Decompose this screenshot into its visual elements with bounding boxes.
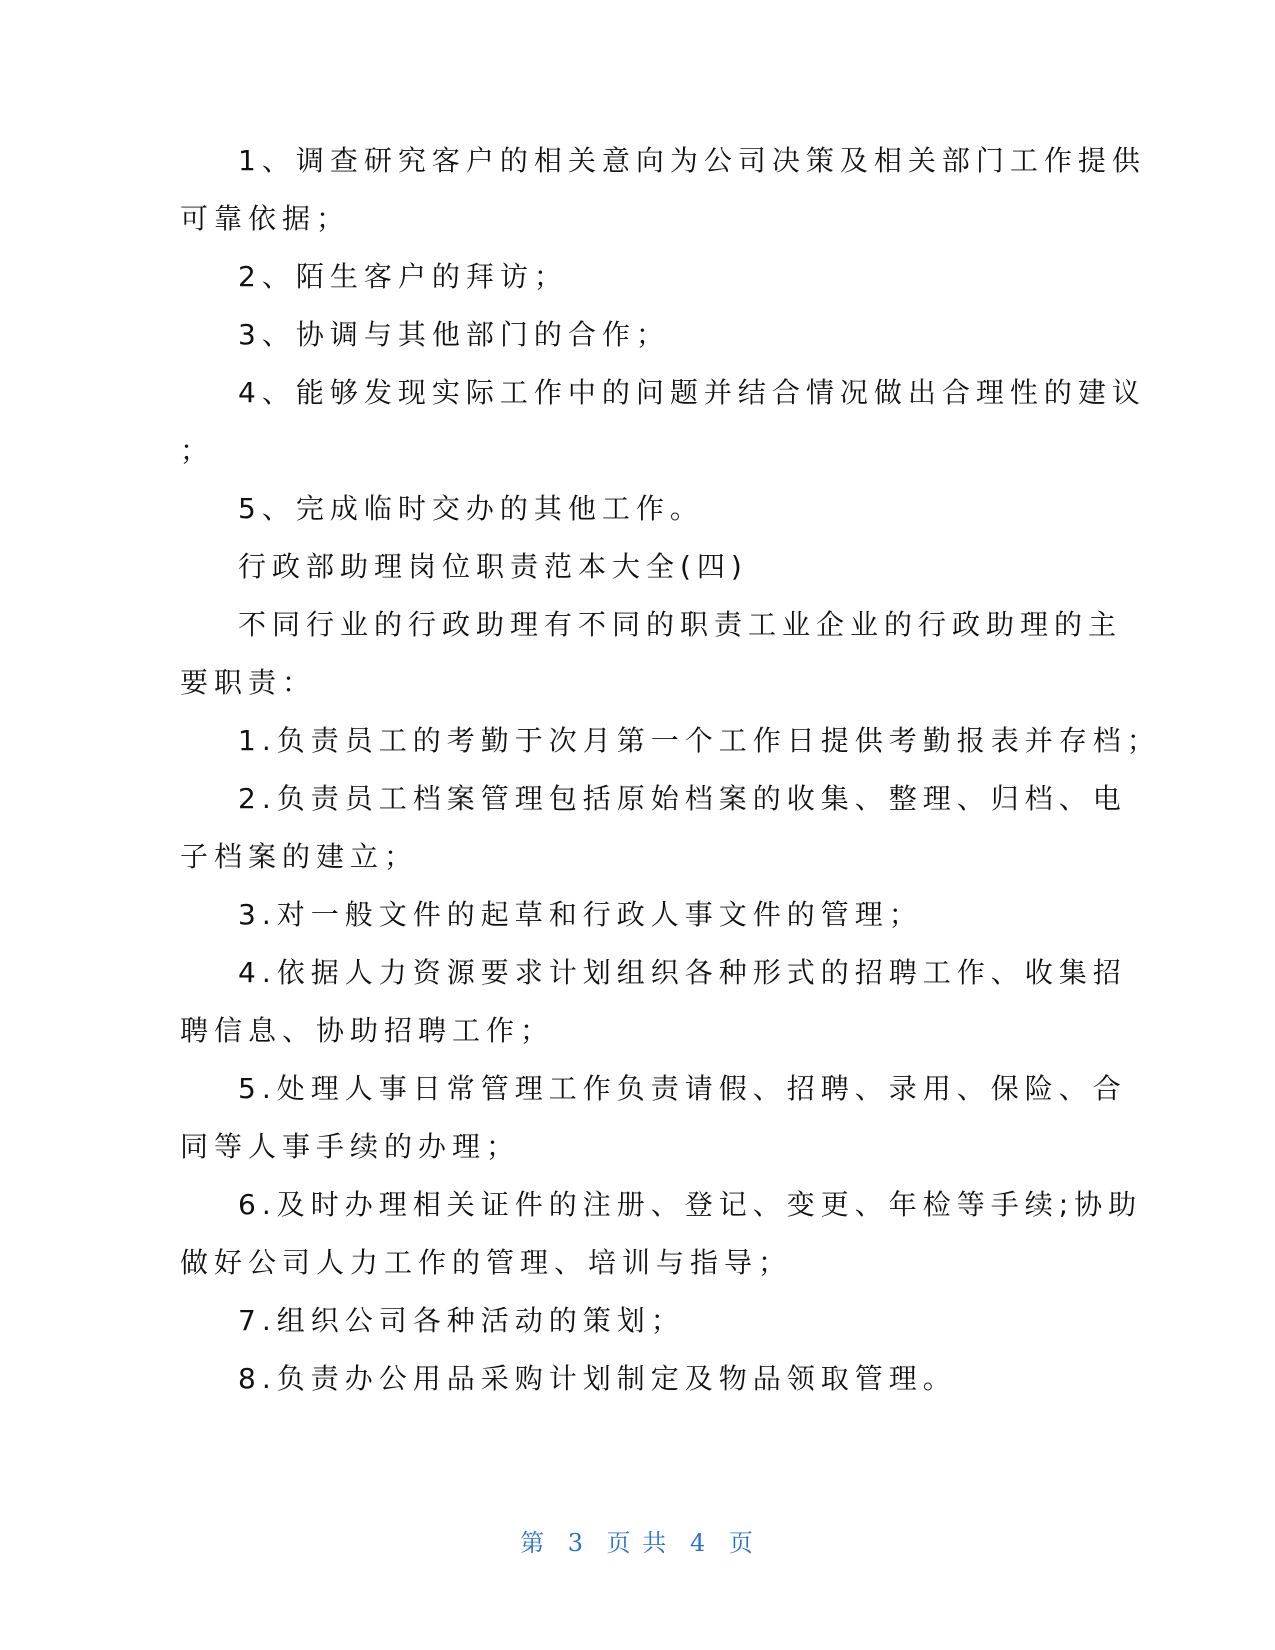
document-line: 不同行业的行政助理有不同的职责工业企业的行政助理的主 [238,608,1123,641]
document-line: 4.依据人力资源要求计划组织各种形式的招聘工作、收集招 [238,956,1127,989]
document-line: 8.负责办公用品采购计划制定及物品领取管理。 [238,1362,957,1395]
document-line: 7.组织公司各种活动的策划； [238,1304,685,1337]
document-line: 做好公司人力工作的管理、培训与指导； [180,1246,793,1279]
document-line: 1.负责员工的考勤于次月第一个工作日提供考勤报表并存档； [238,724,1161,757]
document-line: 2.负责员工档案管理包括原始档案的收集、整理、归档、电 [238,782,1127,815]
document-line: ； [180,434,215,467]
document-line: 5.处理人事日常管理工作负责请假、招聘、录用、保险、合 [238,1072,1127,1105]
document-line: 1、调查研究客户的相关意向为公司决策及相关部门工作提供 [238,144,1146,177]
page-footer [0,1527,1275,1559]
footer-prefix: 第 [520,1529,547,1557]
document-line: 要职责： [180,666,317,699]
document-line: 同等人事手续的办理； [180,1130,521,1163]
footer-middle: 页 共 [606,1529,669,1557]
document-line: 可靠依据； [180,202,351,235]
document-line: 6.及时办理相关证件的注册、登记、变更、年检等手续;协助 [238,1188,1143,1221]
current-page-number: 3 [567,1529,586,1557]
document-line: 2、陌生客户的拜访； [238,260,568,293]
document-line: 4、能够发现实际工作中的问题并结合情况做出合理性的建议 [238,376,1146,409]
total-pages-number: 4 [689,1529,708,1557]
section-heading: 行政部助理岗位职责范本大全(四) [238,550,748,583]
document-line: 3、协调与其他部门的合作； [238,318,670,351]
document-line: 5、完成临时交办的其他工作。 [238,492,704,525]
footer-suffix: 页 [728,1529,755,1557]
document-line: 3.对一般文件的起草和行政人事文件的管理； [238,898,923,931]
document-line: 子档案的建立； [180,840,419,873]
document-line: 聘信息、协助招聘工作； [180,1014,555,1047]
